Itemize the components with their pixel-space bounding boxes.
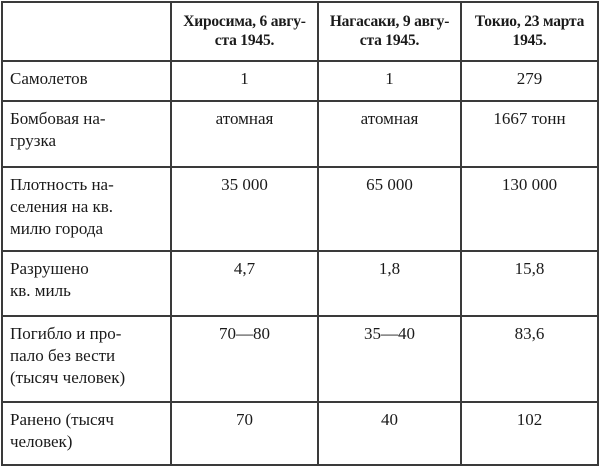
header-line: Токио, 23 марта xyxy=(474,13,585,30)
row-label-line: (тысяч человек) xyxy=(10,368,126,387)
cell-tokyo: 1667 тонн xyxy=(461,101,598,167)
cell-hiroshima: 4,7 xyxy=(171,251,318,316)
row-label-line: милю города xyxy=(10,219,104,238)
header-hiroshima xyxy=(171,2,318,61)
cell-hiroshima: 70—80 xyxy=(171,316,318,402)
row-label xyxy=(2,167,171,251)
row-label-line: кв. миль xyxy=(10,281,71,300)
table-row-killed-missing xyxy=(2,316,598,402)
row-label-line: грузка xyxy=(10,131,57,150)
cell-tokyo: 279 xyxy=(461,61,598,101)
cell-tokyo: 102 xyxy=(461,402,598,465)
header-nagasaki xyxy=(318,2,461,61)
cell-nagasaki: 65 000 xyxy=(318,167,461,251)
header-line: ста 1945. xyxy=(214,32,275,49)
row-label xyxy=(2,61,171,101)
row-label-line: селения на кв. xyxy=(10,197,114,216)
cell-hiroshima: 35 000 xyxy=(171,167,318,251)
comparison-table-container xyxy=(1,1,599,466)
row-label xyxy=(2,402,171,465)
header-line: Нагасаки, 9 авгу- xyxy=(329,13,450,30)
bombing-comparison-table xyxy=(1,1,599,466)
header-line: 1945. xyxy=(512,32,547,49)
cell-nagasaki: 40 xyxy=(318,402,461,465)
cell-nagasaki: 35—40 xyxy=(318,316,461,402)
cell-hiroshima: атомная xyxy=(171,101,318,167)
cell-nagasaki: 1,8 xyxy=(318,251,461,316)
cell-hiroshima: 1 xyxy=(171,61,318,101)
cell-hiroshima: 70 xyxy=(171,402,318,465)
table-row-population-density xyxy=(2,167,598,251)
cell-tokyo: 83,6 xyxy=(461,316,598,402)
row-label-line: Бомбовая на- xyxy=(10,109,106,128)
row-label xyxy=(2,251,171,316)
table-header-row xyxy=(2,2,598,61)
table-row-bomb-load xyxy=(2,101,598,167)
cell-nagasaki: атомная xyxy=(318,101,461,167)
row-label-line: Плотность на- xyxy=(10,175,114,194)
row-label-line: Погибло и про- xyxy=(10,324,122,343)
row-label-line: пало без вести xyxy=(10,346,116,365)
row-label-line: Ранено (тысяч xyxy=(10,410,114,429)
table-row-aircraft xyxy=(2,61,598,101)
header-corner-cell xyxy=(2,2,171,61)
table-row-destroyed-area xyxy=(2,251,598,316)
row-label xyxy=(2,316,171,402)
row-label-line: Самолетов xyxy=(10,69,88,88)
row-label-line: Разрушено xyxy=(10,259,89,278)
cell-tokyo: 15,8 xyxy=(461,251,598,316)
row-label-line: человек) xyxy=(10,432,73,451)
header-line: ста 1945. xyxy=(359,32,420,49)
cell-nagasaki: 1 xyxy=(318,61,461,101)
header-tokyo xyxy=(461,2,598,61)
cell-tokyo: 130 000 xyxy=(461,167,598,251)
row-label xyxy=(2,101,171,167)
table-row-wounded xyxy=(2,402,598,465)
header-line: Хиросима, 6 авгу- xyxy=(183,13,306,30)
